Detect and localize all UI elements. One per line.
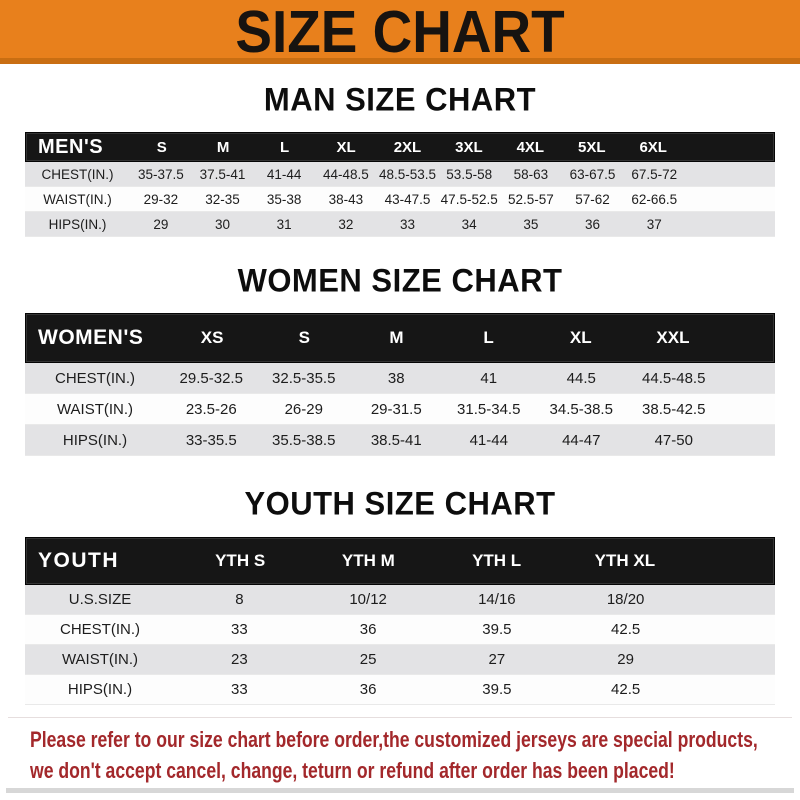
size-value-cell: 41	[480, 369, 498, 387]
size-value-cell: 41-44	[469, 431, 508, 449]
size-value-cell: 43-47.5	[384, 191, 431, 207]
size-column-header: 4XL	[516, 138, 545, 156]
size-value-cell: 8	[235, 591, 244, 608]
row-label: HIPS(IN.)	[67, 681, 133, 698]
size-value-cell: 29	[153, 216, 169, 232]
size-value-cell: 29.5-32.5	[179, 369, 243, 387]
youth-section-heading: YOUTH SIZE CHART	[244, 485, 556, 522]
women-table-header-row	[25, 313, 775, 363]
size-column-header: XS	[200, 328, 224, 347]
size-value-cell: 36	[585, 216, 601, 232]
row-label: CHEST(IN.)	[55, 369, 135, 387]
women-section-heading: WOMEN SIZE CHART	[237, 262, 563, 299]
women-hips-row	[25, 425, 775, 456]
men-table-header-row	[25, 132, 775, 162]
row-label: WAIST(IN.)	[61, 651, 139, 668]
youth-waist-row	[25, 645, 775, 675]
size-column-header: M	[389, 328, 404, 347]
size-column-header: 6XL	[639, 138, 667, 156]
size-value-cell: 44-47	[562, 431, 601, 449]
size-value-cell: 42.5	[611, 681, 641, 698]
size-column-header: S	[156, 138, 167, 156]
page-title: SIZE CHART	[235, 0, 565, 65]
row-label: HIPS(IN.)	[62, 431, 128, 449]
size-column-header: XXL	[656, 328, 690, 347]
size-value-cell: 37	[646, 216, 662, 232]
row-label: WAIST(IN.)	[56, 400, 134, 418]
youth-size-table	[25, 537, 775, 705]
size-value-cell: 31	[276, 216, 292, 232]
size-column-header: L	[483, 328, 494, 347]
size-value-cell: 47-50	[654, 431, 693, 449]
women-waist-row	[25, 394, 775, 425]
size-value-cell: 38-43	[328, 191, 364, 207]
size-value-cell: 31.5-34.5	[457, 400, 521, 418]
men-table-title: MEN'S	[38, 135, 104, 158]
bottom-strip	[6, 788, 794, 793]
size-value-cell: 39.5	[482, 681, 512, 698]
men-chest-row	[25, 162, 775, 187]
size-column-header: YTH M	[341, 551, 395, 570]
size-value-cell: 38.5-41	[370, 431, 422, 449]
size-value-cell: 29-32	[143, 191, 179, 207]
size-value-cell: 44-48.5	[322, 166, 369, 182]
size-value-cell: 35-37.5	[137, 166, 184, 182]
size-value-cell: 23	[231, 651, 248, 668]
size-value-cell: 33	[400, 216, 416, 232]
size-column-header: XL	[569, 328, 592, 347]
youth-ussize-row	[25, 585, 775, 615]
size-value-cell: 35-38	[266, 191, 302, 207]
size-value-cell: 44.5	[566, 369, 596, 387]
size-value-cell: 34	[461, 216, 477, 232]
size-column-header: YTH XL	[594, 551, 656, 570]
size-value-cell: 39.5	[482, 621, 512, 638]
row-label: U.S.SIZE	[68, 591, 132, 608]
size-value-cell: 38	[387, 369, 405, 387]
men-hips-row	[25, 212, 775, 237]
size-column-header: YTH S	[215, 551, 266, 570]
row-label: CHEST(IN.)	[60, 621, 140, 638]
size-value-cell: 53.5-58	[446, 166, 493, 182]
size-column-header: S	[298, 328, 310, 347]
size-value-cell: 67.5-72	[631, 166, 678, 182]
size-column-header: 2XL	[393, 138, 422, 156]
size-value-cell: 62-66.5	[631, 191, 678, 207]
row-label: CHEST(IN.)	[41, 166, 114, 182]
size-value-cell: 23.5-26	[185, 400, 237, 418]
size-column-header: 3XL	[455, 138, 483, 156]
size-value-cell: 36	[359, 681, 377, 698]
women-size-table	[25, 313, 775, 456]
footer-note-line2: we don't accept cancel, change, teturn or refund after order has been placed!	[30, 758, 675, 783]
size-value-cell: 38.5-42.5	[642, 400, 706, 418]
footer-note-line1: Please refer to our size chart before order,the customized jerseys are special products,	[30, 727, 758, 752]
size-value-cell: 57-62	[575, 191, 610, 207]
size-value-cell: 48.5-53.5	[379, 166, 437, 182]
size-value-cell: 35	[523, 216, 539, 232]
size-value-cell: 35.5-38.5	[272, 431, 336, 449]
women-chest-row	[25, 363, 775, 394]
size-value-cell: 36	[359, 621, 377, 638]
women-table-title: WOMEN'S	[38, 326, 144, 349]
youth-table-title: YOUTH	[38, 549, 119, 572]
size-value-cell: 14/16	[478, 591, 516, 608]
men-waist-row	[25, 187, 775, 212]
size-column-header: YTH L	[472, 551, 522, 570]
size-value-cell: 33	[231, 681, 248, 698]
youth-table-header-row	[25, 537, 775, 585]
size-value-cell: 47.5-52.5	[440, 191, 498, 207]
size-value-cell: 32-35	[205, 191, 240, 207]
size-value-cell: 33	[231, 621, 248, 638]
size-value-cell: 26-29	[284, 400, 323, 418]
footer-note	[8, 717, 792, 788]
banner	[0, 0, 800, 64]
size-column-header: L	[280, 138, 290, 156]
row-label: HIPS(IN.)	[48, 216, 107, 232]
size-column-header: 5XL	[578, 138, 606, 156]
size-value-cell: 44.5-48.5	[642, 369, 706, 387]
size-value-cell: 58-63	[513, 166, 549, 182]
size-value-cell: 63-67.5	[569, 166, 616, 182]
size-value-cell: 29-31.5	[370, 400, 422, 418]
size-column-header: XL	[336, 138, 356, 156]
size-column-header: M	[216, 138, 230, 156]
men-size-table	[25, 132, 775, 237]
row-label: WAIST(IN.)	[43, 191, 112, 207]
size-value-cell: 41-44	[266, 166, 302, 182]
youth-chest-row	[25, 615, 775, 645]
size-value-cell: 52.5-57	[507, 191, 554, 207]
size-value-cell: 30	[214, 216, 231, 232]
men-section-heading: MAN SIZE CHART	[263, 81, 537, 118]
size-value-cell: 25	[359, 651, 377, 668]
size-value-cell: 32.5-35.5	[272, 369, 336, 387]
size-value-cell: 18/20	[606, 591, 645, 608]
size-value-cell: 27	[488, 651, 506, 668]
size-value-cell: 10/12	[349, 591, 387, 608]
size-value-cell: 33-35.5	[185, 431, 237, 449]
size-value-cell: 42.5	[611, 621, 641, 638]
size-value-cell: 32	[338, 216, 354, 232]
size-value-cell: 29	[617, 651, 634, 668]
size-value-cell: 34.5-38.5	[549, 400, 613, 418]
size-value-cell: 37.5-41	[199, 166, 246, 182]
youth-hips-row	[25, 675, 775, 705]
